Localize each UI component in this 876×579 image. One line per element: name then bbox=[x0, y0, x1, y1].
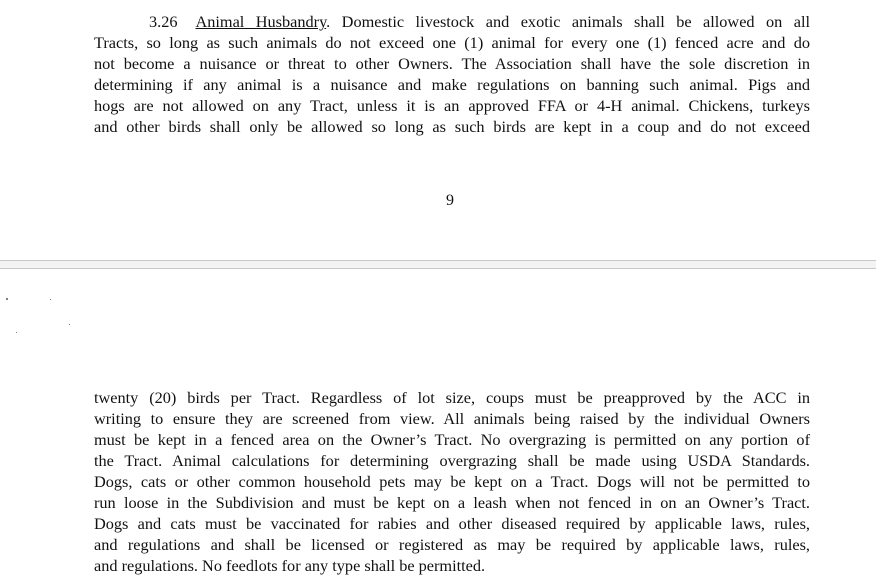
paragraph-line-text: . Domestic livestock and exotic animals shall be allowed on all bbox=[326, 12, 810, 31]
paragraph-line: and other birds shall only be allowed so long as such birds are kept in a coup and do not exceed bbox=[94, 117, 810, 136]
paragraph-line: hogs are not allowed on any Tract, unless it is an approved FFA or 4-H animal. Chickens, turkeys bbox=[94, 96, 810, 115]
scan-speck bbox=[69, 324, 70, 325]
section-3-26-paragraph-continued bbox=[94, 387, 810, 576]
scan-speck bbox=[6, 298, 8, 300]
section-3-26-paragraph-start bbox=[94, 11, 810, 137]
paragraph-line: not become a nuisance or threat to other Owners. The Association shall have the sole discretion in bbox=[94, 54, 810, 73]
paragraph-line: the Tract. Animal calculations for determining overgrazing shall be made using USDA Standards. bbox=[94, 451, 810, 470]
paragraph-line: run loose in the Subdivision and must be kept on a leash when not fenced in on an Owner’s Tract. bbox=[94, 493, 810, 512]
paragraph-line bbox=[94, 11, 810, 32]
paragraph-line: and regulations and shall be licensed or registered as may be required by applicable laws, rules, bbox=[94, 535, 810, 554]
paragraph-line: Tracts, so long as such animals do not exceed one (1) animal for every one (1) fenced acre and do bbox=[94, 33, 810, 52]
paragraph-line: Dogs and cats must be vaccinated for rabies and other diseased required by applicable laws, rules, bbox=[94, 514, 810, 533]
paragraph-line: and regulations. No feedlots for any type shall be permitted. bbox=[94, 556, 486, 575]
page-number: 9 bbox=[446, 192, 454, 209]
scan-speck bbox=[16, 332, 17, 333]
scan-speck bbox=[50, 299, 51, 300]
section-number: 3.26 bbox=[149, 12, 178, 31]
paragraph-line: must be kept in a fenced area on the Owner’s Tract. No overgrazing is permitted on any portion of bbox=[94, 430, 810, 449]
paragraph-line: twenty (20) birds per Tract. Regardless of lot size, coups must be preapproved by the ACC in bbox=[94, 388, 810, 407]
paragraph-line: determining if any animal is a nuisance and make regulations on banning such animal. Pigs and bbox=[94, 75, 810, 94]
section-title: Animal Husbandry bbox=[195, 12, 327, 31]
page-break-separator bbox=[0, 260, 876, 269]
paragraph-line: writing to ensure they are screened from view. All animals being raised by the individual Owners bbox=[94, 409, 810, 428]
paragraph-line: Dogs, cats or other common household pets may be kept on a Tract. Dogs will not be permitted to bbox=[94, 472, 810, 491]
